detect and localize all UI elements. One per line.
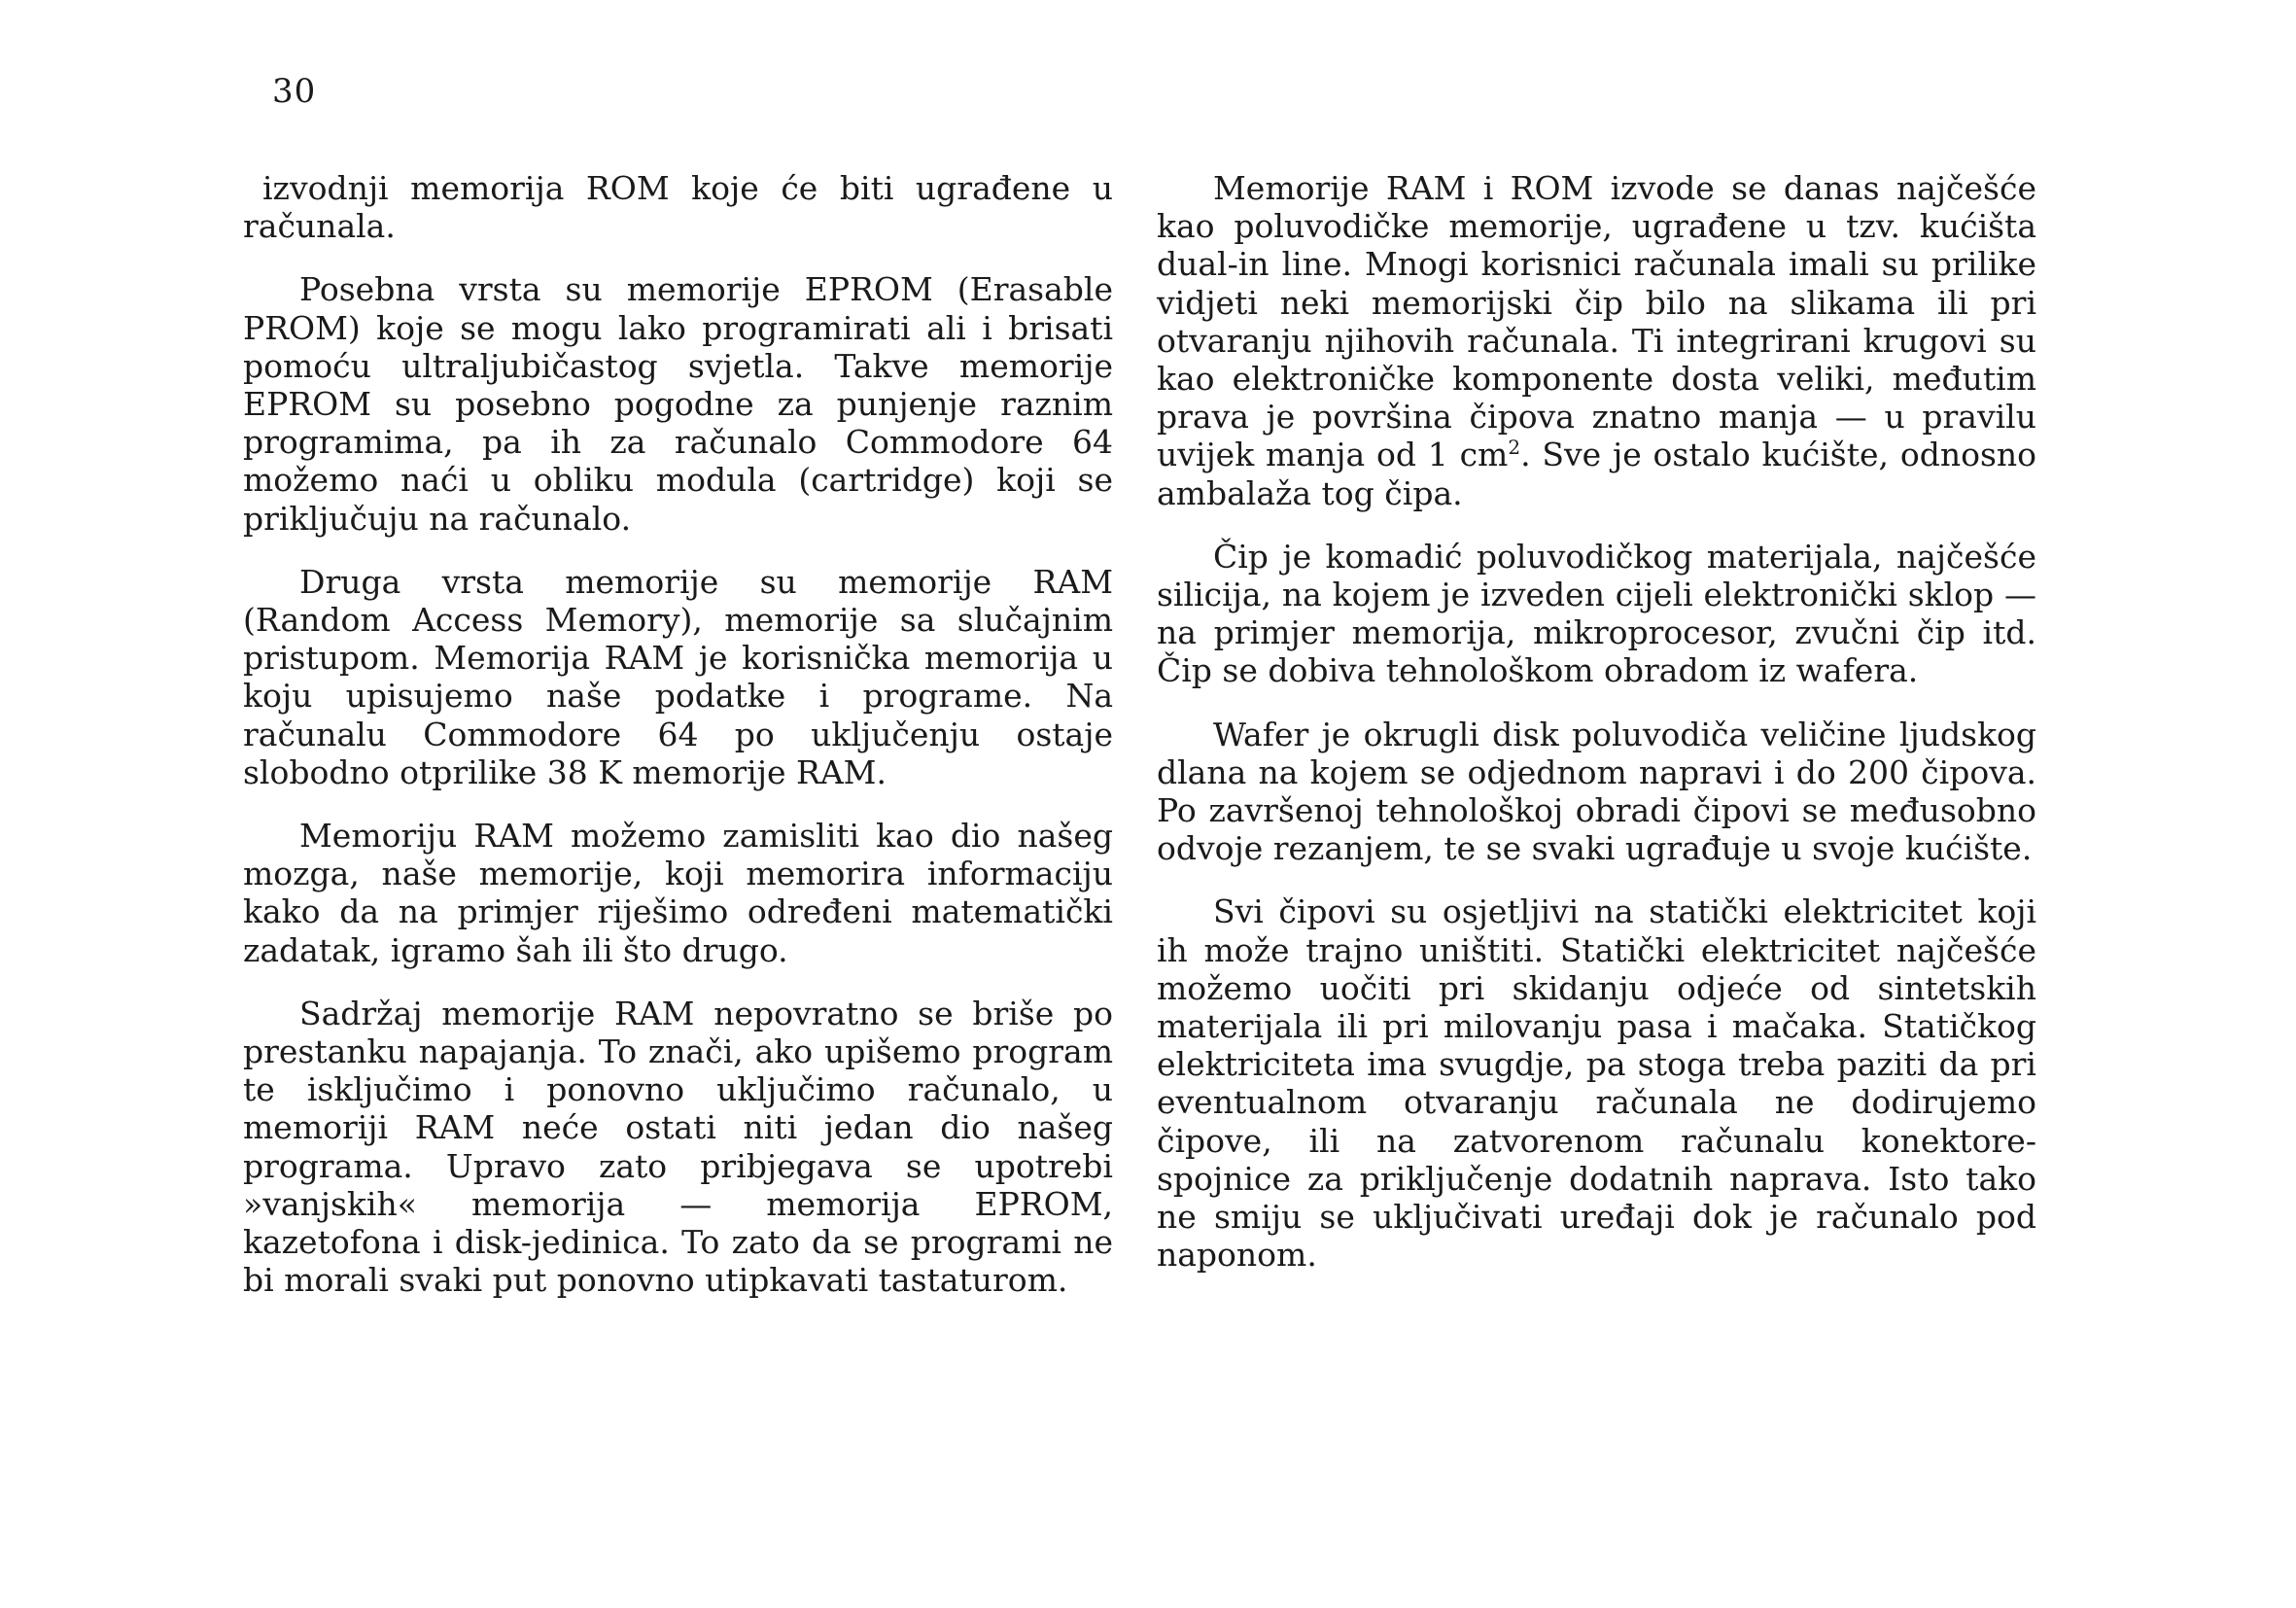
paragraph-chip-definition: Čip je komadić poluvodičkog materijala, najčešće silicija, na kojem je izveden cijeli elektronički sklop — na primjer memorija, mikroprocesor, zvučni čip itd. Čip se dobiva tehnološkom obradom iz wafera. <box>1157 537 2036 690</box>
superscript-squared: 2 <box>1508 436 1521 460</box>
paragraph-ram-volatility: Sadržaj memorije RAM nepovratno se briše po prestanku napajanja. To znači, ako upišemo program te isključimo i ponovno uključimo računalo, u memoriji RAM neće ostati niti jedan dio našeg programa. Upravo zato pribjegava se upotrebi »vanjskih« memorija — memorija EPROM, kazetofona i disk-jedinica. To zato da se programi ne bi morali svaki put ponovno utipkavati tastaturom. <box>243 994 1113 1300</box>
paragraph-rom-production: izvodnji memorija ROM koje će biti ugrađene u računala. <box>243 169 1113 246</box>
right-column <box>1157 169 2036 1274</box>
page-number: 30 <box>272 72 317 111</box>
paragraph-static-electricity: Svi čipovi su osjetljivi na statički elektricitet koji ih može trajno uništiti. Statički elektricitet najčešće možemo uočiti pri skidanju odjeće od sintetskih materijala ili pri milovanju pasa i mačaka. Statičkog elektriciteta ima svugdje, pa stoga treba paziti da pri eventualnom otvaranju računala ne dodirujemo čipove, ili na zatvorenom računalu konektore-spojnice za priključenje dodatnih naprava. Isto tako ne smiju se uključivati uređaji dok je računalo pod naponom. <box>1157 892 2036 1275</box>
paragraph-chip-packaging-end: . Sve je ostalo kućište, odnosno ambalaža tog čipa. <box>1157 436 2036 512</box>
paragraph-eprom: Posebna vrsta su memorije EPROM (Erasable PROM) koje se mogu lako programirati ali i brisati pomoću ultraljubičastog svjetla. Takve memorije EPROM su posebno pogodne za punjenje raznim programima, pa ih za računalo Commodore 64 možemo naći u obliku modula (cartridge) koji se priključuju na računalo. <box>243 270 1113 538</box>
paragraph-chip-packaging-text: Memorije RAM i ROM izvode se danas najčešće kao poluvodičke memorije, ugrađene u tzv. kućišta dual-in line. Mnogi korisnici računala imali su prilike vidjeti neki memorijski čip bilo na slikama ili pri otvaranju njihovih računala. Ti integrirani krugovi su kao elektroničke komponente dosta veliki, međutim prava je površina čipova znatno manja — u pravilu uvijek manja od 1 cm <box>1157 169 2036 474</box>
left-column <box>243 169 1113 1299</box>
paragraph-wafer: Wafer je okrugli disk poluvodiča veličine ljudskog dlana na kojem se odjednom napravi i do 200 čipova. Po završenoj tehnološkoj obradi čipovi se međusobno odvoje rezanjem, te se svaki ugrađuje u svoje kućište. <box>1157 715 2036 868</box>
paragraph-ram: Druga vrsta memorije su memorije RAM (Random Access Memory), memorije sa slučajnim pristupom. Memorija RAM je korisnička memorija u koju upisujemo naše podatke i programe. Na računalu Commodore 64 po uključenju ostaje slobodno otprilike 38 K memorije RAM. <box>243 562 1113 791</box>
paragraph-ram-analogy: Memoriju RAM možemo zamisliti kao dio našeg mozga, naše memorije, koji memorira informaciju kako da na primjer riješimo određeni matematički zadatak, igramo šah ili što drugo. <box>243 817 1113 969</box>
paragraph-chip-packaging <box>1157 169 2036 512</box>
